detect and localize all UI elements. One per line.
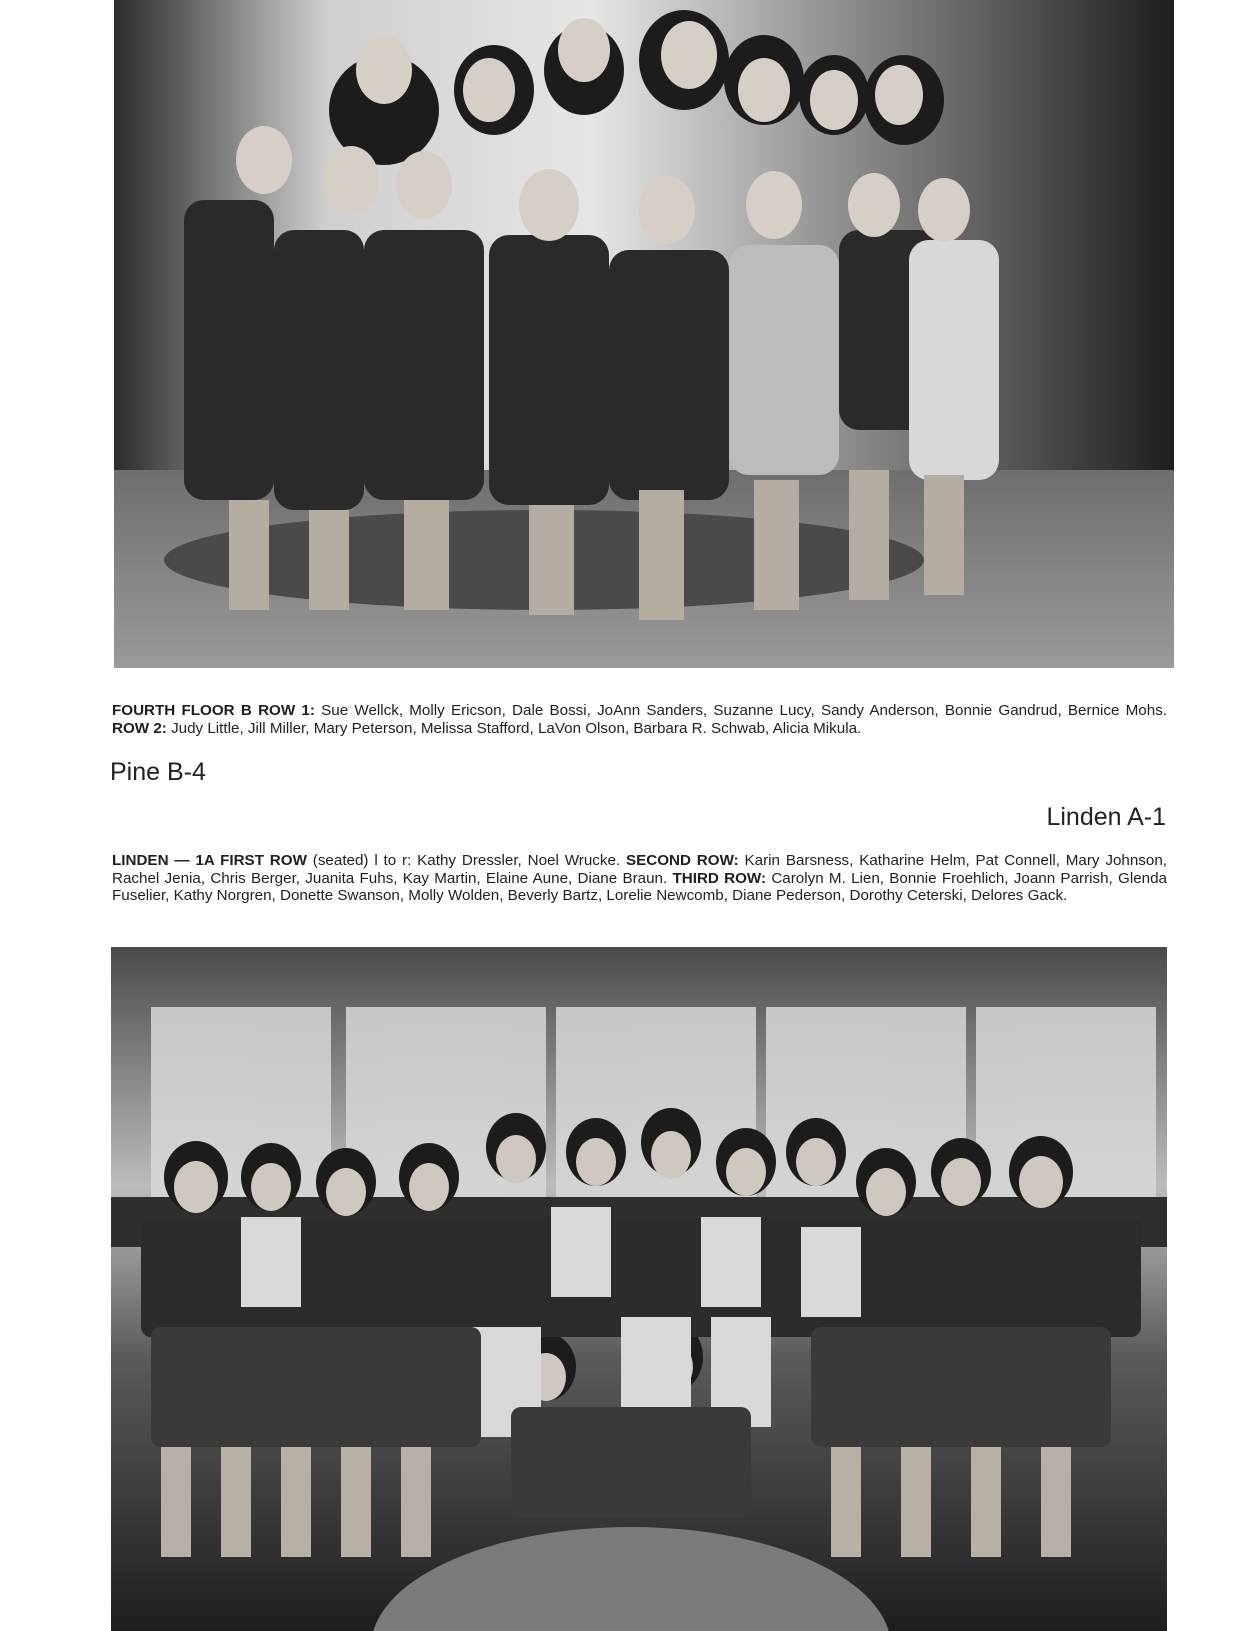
caption-label: LINDEN — 1A FIRST ROW — [112, 852, 307, 869]
group-photo-icon — [111, 947, 1167, 1631]
linden-heading: Linden A-1 — [1046, 803, 1166, 831]
caption-label: SECOND ROW: — [625, 852, 739, 869]
linden-caption — [112, 852, 1167, 905]
caption-names: (seated) l to r: Kathy Dressler, Noel Wrucke. — [306, 852, 626, 869]
caption-names: Karin Barsness, Katharine Helm, Pat Connell, Mary Johnson, Rachel Jenia, Chris Berger, Juanita Fuhs, Kay Martin, Elaine Aune, Diane Braun. — [112, 852, 1167, 887]
linden-group-photo — [111, 947, 1167, 1631]
caption-names: Judy Little, Jill Miller, Mary Peterson, Melissa Stafford, LaVon Olson, Barbara R. Schwab, Alicia Mikula. — [166, 719, 862, 737]
caption-names: Carolyn M. Lien, Bonnie Froehlich, Joann Parrish, Glenda Fuselier, Kathy Norgren, Donette Swanson, Molly Wolden, Beverly Bartz, Lorelie Newcomb, Diane Pederson, Dorothy Ceterski, Delores Gack. — [112, 869, 1168, 904]
group-photo-icon — [114, 0, 1174, 668]
caption-label: THIRD ROW: — [672, 869, 767, 887]
pine-heading: Pine B-4 — [110, 758, 206, 786]
caption-label: ROW 2: — [112, 719, 167, 737]
caption-label: FOURTH FLOOR B ROW 1: — [112, 702, 315, 719]
pine-group-photo — [114, 0, 1174, 668]
caption-names: Sue Wellck, Molly Ericson, Dale Bossi, JoAnn Sanders, Suzanne Lucy, Sandy Anderson, Bonnie Gandrud, Bernice Mohs. — [314, 702, 1168, 719]
pine-caption — [112, 702, 1167, 737]
